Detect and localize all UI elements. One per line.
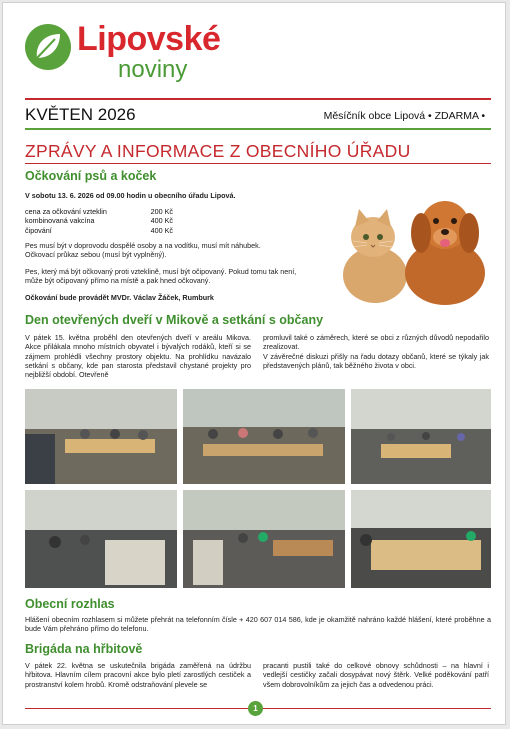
vaccination-title: Očkování psů a koček <box>25 169 157 183</box>
open-day-column-2b: V závěrečné diskuzi přišly na řadu dotazy občanů, které se týkaly jak představených plánů, tak běžného života v obci. <box>263 352 489 371</box>
event-photo <box>351 490 491 588</box>
radio-text: Hlášení obecním rozhlasem si můžete přehrát na telefonním čísle + 420 607 014 586, kde je okamžitě nahráno každé hlášení, které proběhne a bude Vám přehráno přímo do telefonu. <box>25 615 491 634</box>
cemetery-title: Brigáda na hřbitově <box>25 642 143 656</box>
masthead-bottom-divider <box>25 128 491 130</box>
price-row: čipování 400 Kč <box>25 225 173 235</box>
cat-and-dog-image <box>333 175 491 305</box>
price-list <box>25 207 173 235</box>
price-row: cena za očkování vzteklin 200 Kč <box>25 207 173 216</box>
masthead-title: Lipovské <box>77 20 221 58</box>
cemetery-column-1: V pátek 22. května se uskutečnila brigáda zaměřená na údržbu hřbitova. Hlavním cílem pracovní akce bylo pletí zarostlých cestiček a prostranství kolem hrobů. Kromě odstraňování plevele se <box>25 661 251 689</box>
leaf-logo-icon <box>25 24 71 70</box>
headline-divider <box>25 163 491 164</box>
event-photo <box>183 490 345 588</box>
masthead-top-divider <box>25 98 491 100</box>
newsletter-page <box>2 2 506 725</box>
vaccination-vet: Očkování bude provádět MVDr. Václav Žáček, Rumburk <box>25 293 214 302</box>
vaccination-intro: V sobotu 13. 6. 2026 od 09.00 hodin u obecního úřadu Lipová. <box>25 191 236 200</box>
event-photo <box>183 389 345 484</box>
event-photo <box>25 490 177 588</box>
page-number: 1 <box>248 701 263 716</box>
masthead-tagline: Měsíčník obce Lipová • ZDARMA • <box>323 110 485 122</box>
event-photo <box>25 389 177 484</box>
masthead-subtitle: noviny <box>118 56 188 83</box>
open-day-title: Den otevřených dveří v Mikově a setkání s občany <box>25 313 324 327</box>
open-day-column-2a: promluvil také o záměrech, které se obci z různých důvodů nepodařilo zrealizovat. <box>263 333 489 352</box>
vaccination-paragraph-2: Pes, který má být očkovaný proti vzteklině, musí být očipovaný. Pokud tomu tak není, může být očipovaný přímo na místě a pak hned očkovaný. <box>25 267 297 286</box>
issue-date: KVĚTEN 2026 <box>25 105 136 124</box>
cemetery-column-2: pracanti pustili také do celkové obnovy schůdnosti – na hlavní i vedlejší cestičky začali dosypávat nový štěrk. Velké poděkování patří všem dobrovolníkům za jejich čas a odvedenou práci. <box>263 661 489 689</box>
open-day-column-1: V pátek 15. května proběhl den otevřených dveří v areálu Mikova. Akce přilákala mnoho místních obyvatel i bývalých rodáků, kteří si se zájmem prohlédli všechny prostory objektu. Na prohlídku navázalo setkání s občany, kde pan starosta představil chystané projekty pro nejbližší období. Otevřeně <box>25 333 251 380</box>
page-headline: ZPRÁVY A INFORMACE Z OBECNÍHO ÚŘADU <box>25 141 411 161</box>
vaccination-paragraph-1: Pes musí být v doprovodu dospělé osoby a na vodítku, musí mít náhubek. Očkovací průkaz sebou (musí být vyplněný). <box>25 241 261 260</box>
radio-title: Obecní rozhlas <box>25 597 115 611</box>
event-photo <box>351 389 491 484</box>
price-row: kombinovaná vakcína 400 Kč <box>25 216 173 226</box>
